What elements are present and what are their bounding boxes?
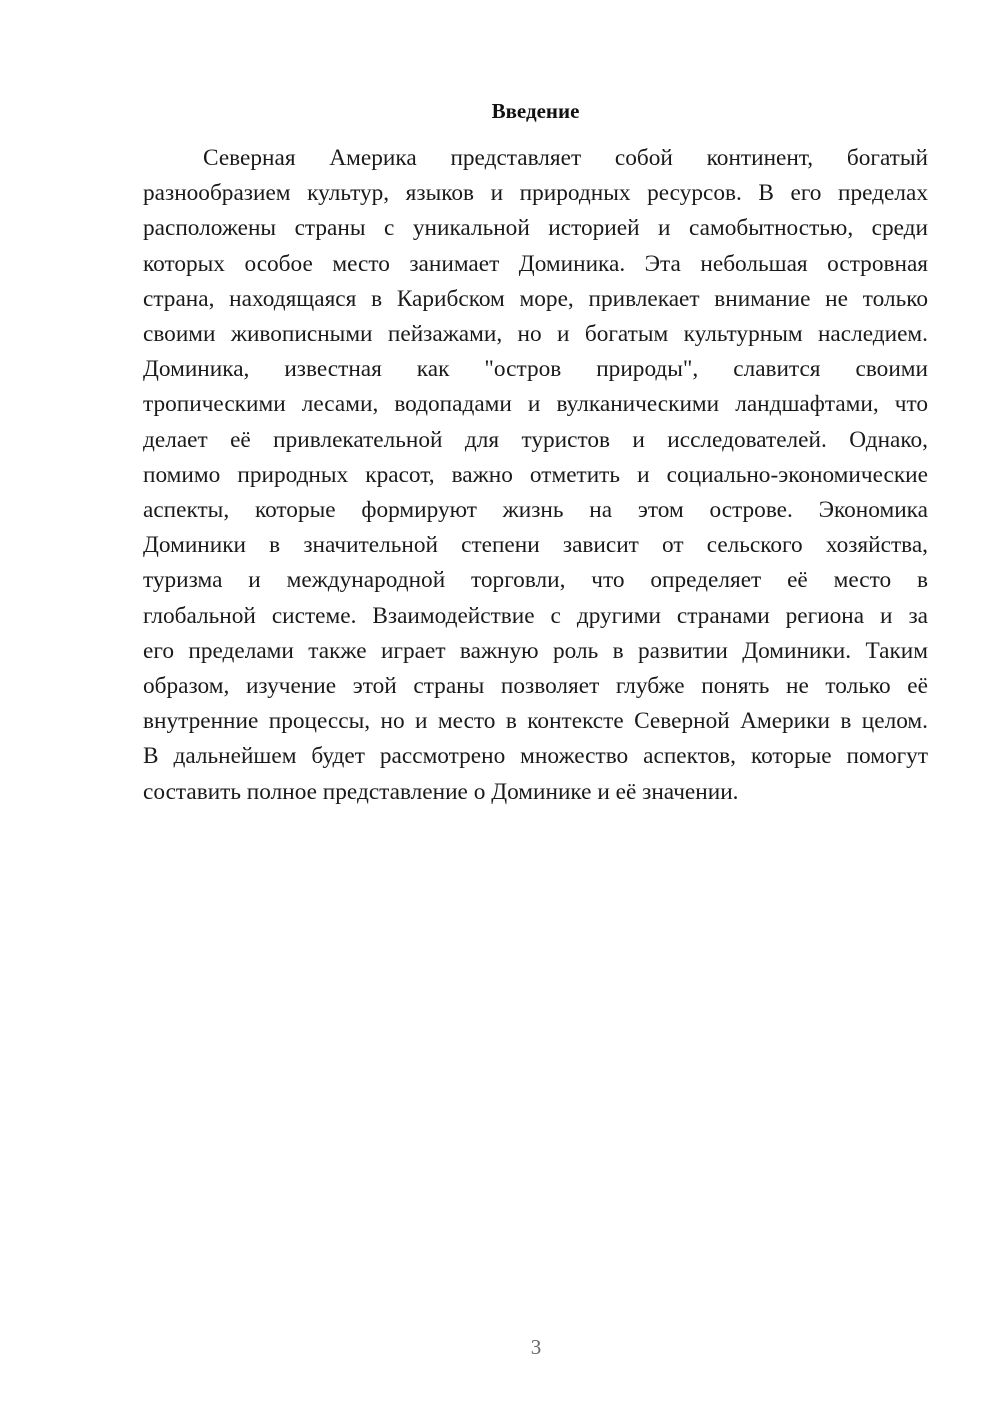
paragraph-line: которых особое место занимает Доминика. Эта небольшая островная xyxy=(143,250,928,277)
paragraph-line: Доминика, известная как "остров природы", славится своими xyxy=(143,356,928,383)
paragraph-line: В дальнейшем будет рассмотрено множество аспектов, которые помогут xyxy=(143,743,928,770)
paragraph-line: составить полное представление о Доминике и её значении. xyxy=(143,778,739,805)
paragraph-line: туризма и международной торговли, что определяет её место в xyxy=(143,567,928,594)
paragraph-line: делает её привлекательной для туристов и исследователей. Однако, xyxy=(143,426,928,453)
section-heading: Введение xyxy=(491,99,580,123)
paragraph-line: разнообразием культур, языков и природных ресурсов. В его пределах xyxy=(143,180,928,207)
paragraph-line: своими живописными пейзажами, но и богатым культурным наследием. xyxy=(143,321,928,348)
paragraph-line: страна, находящаяся в Карибском море, привлекает внимание не только xyxy=(143,285,928,312)
paragraph-line: его пределами также играет важную роль в развитии Доминики. Таким xyxy=(143,637,928,664)
paragraph-line: расположены страны с уникальной историей и самобытностью, среди xyxy=(143,215,928,242)
paragraph-line: внутренние процессы, но и место в контексте Северной Америки в целом. xyxy=(143,708,928,735)
paragraph-line: Доминики в значительной степени зависит от сельского хозяйства, xyxy=(143,532,928,559)
page-number: 3 xyxy=(530,1335,542,1359)
paragraph-line: аспекты, которые формируют жизнь на этом острове. Экономика xyxy=(143,497,928,524)
paragraph-line: глобальной системе. Взаимодействие с другими странами региона и за xyxy=(143,602,928,629)
paragraph-line: помимо природных красот, важно отметить и социально-экономические xyxy=(143,461,928,488)
paragraph-line: Северная Америка представляет собой континент, богатый xyxy=(203,145,928,171)
body-paragraph xyxy=(143,141,928,810)
paragraph-line: образом, изучение этой страны позволяет глубже понять не только её xyxy=(143,673,928,700)
paragraph-line: тропическими лесами, водопадами и вулканическими ландшафтами, что xyxy=(143,391,928,418)
